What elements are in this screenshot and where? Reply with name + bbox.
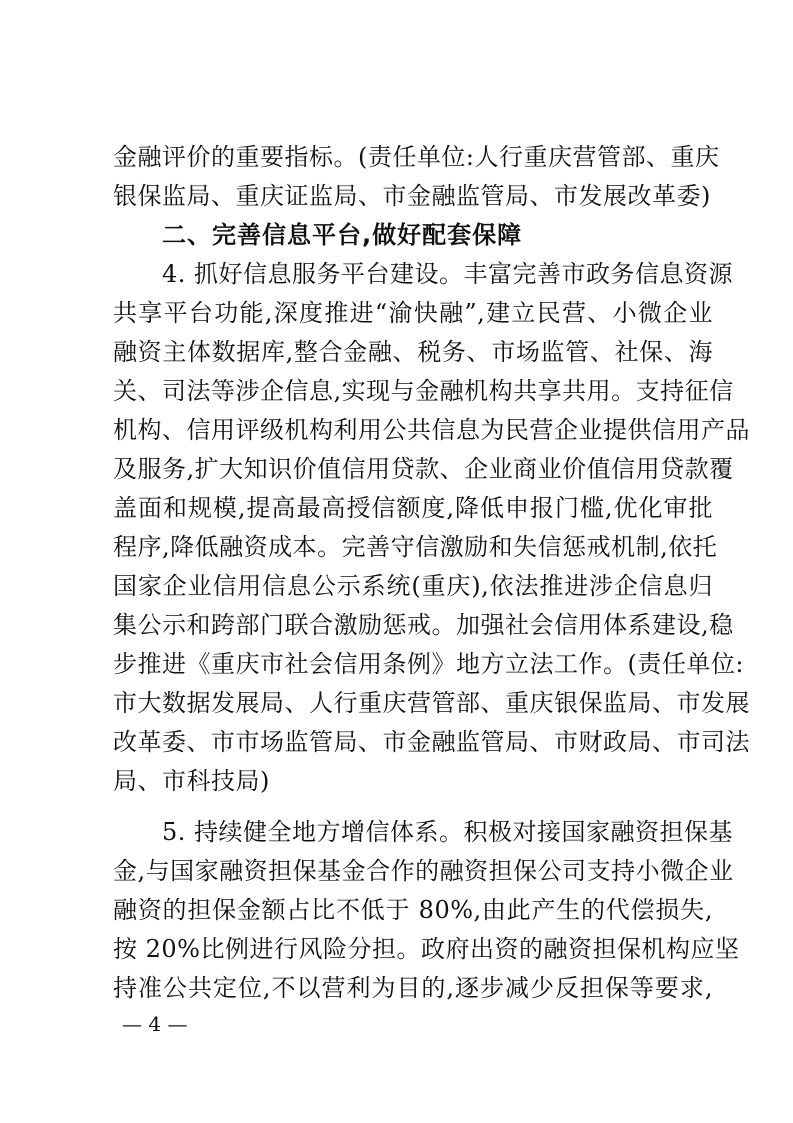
paragraph-line: 局、市科技局) — [113, 767, 270, 795]
paragraph-line: 银保监局、重庆证监局、市金融监管局、市发展改革委) — [113, 182, 711, 210]
paragraph-line: 按 20%比例进行风险分担。政府出资的融资担保机构应坚 — [113, 935, 740, 963]
paragraph-line: 改革委、市市场监管局、市金融监管局、市财政局、市司法 — [113, 728, 750, 756]
paragraph-line: 融资主体数据库,整合金融、税务、市场监管、社保、海 — [113, 338, 713, 366]
paragraph-line: 关、司法等涉企信息,实现与金融机构共享共用。支持征信 — [113, 377, 734, 405]
paragraph-line: 持准公共定位,不以营利为目的,逐步减少反担保等要求, — [113, 974, 713, 1002]
paragraph-line: 及服务,扩大知识价值信用贷款、企业商业价值信用贷款覆 — [113, 455, 734, 483]
paragraph-line: 市大数据发展局、人行重庆营管部、重庆银保监局、市发展 — [113, 689, 750, 717]
paragraph-line: 程序,降低融资成本。完善守信激励和失信惩戒机制,依托 — [113, 533, 718, 561]
paragraph-line: 盖面和规模,提高最高授信额度,降低申报门槛,优化审批 — [113, 494, 713, 522]
paragraph-line: 融资的担保金额占比不低于 80%,由此产生的代偿损失, — [113, 896, 713, 924]
paragraph-line: 国家企业信用信息公示系统(重庆),依法推进涉企信息归 — [113, 572, 713, 600]
paragraph-line: 机构、信用评级机构利用公共信息为民营企业提供信用产品 — [113, 416, 750, 444]
paragraph-line: 金融评价的重要指标。(责任单位:人行重庆营管部、重庆 — [113, 143, 720, 171]
paragraph-line: 5. 持续健全地方增信体系。积极对接国家融资担保基 — [162, 818, 734, 846]
paragraph-line: 步推进《重庆市社会信用条例》地方立法工作。(责任单位: — [113, 650, 744, 678]
paragraph-line: 4. 抓好信息服务平台建设。丰富完善市政务信息资源 — [162, 260, 734, 288]
paragraph-line: 共享平台功能,深度推进“渝快融”,建立民营、小微企业 — [113, 299, 713, 327]
section-heading: 二、完善信息平台,做好配套保障 — [162, 221, 523, 249]
paragraph-line: 金,与国家融资担保基金合作的融资担保公司支持小微企业 — [113, 857, 734, 885]
paragraph-line: 集公示和跨部门联合激励惩戒。加强社会信用体系建设,稳 — [113, 611, 734, 639]
page-number: — 4 — — [122, 1012, 188, 1036]
